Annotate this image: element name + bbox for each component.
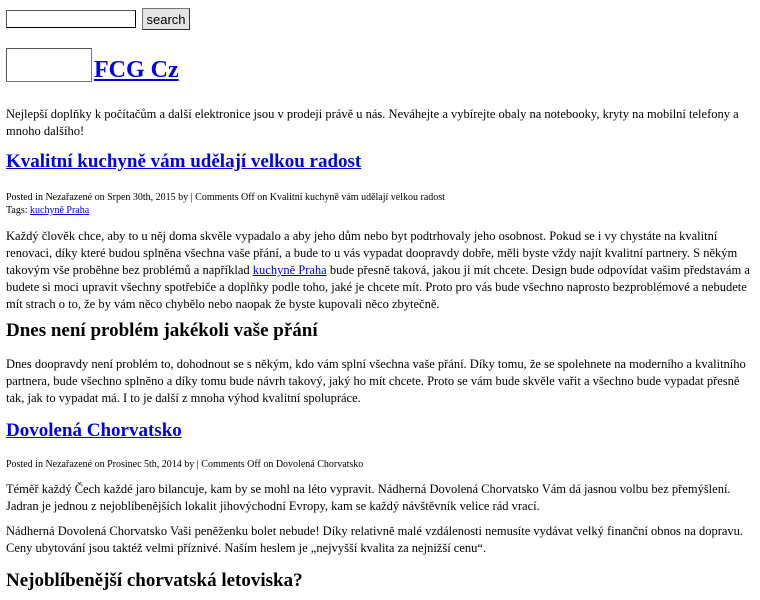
search-bar: [6, 8, 190, 30]
post-tags: [6, 204, 750, 217]
post-paragraph: [6, 228, 750, 313]
site-header: [6, 48, 179, 82]
post-subheading: Dnes není problém jakékoli vaše přání: [6, 320, 318, 341]
post-meta: Posted in Nezařazené on Prosinec 5th, 2014 by | Comments Off on Dovolená Chorvatsko: [6, 459, 364, 470]
paragraph-text: bude přesně taková, jakou ji mít chcete. Design bude odpovídat vašim představám a budete si moci upravit všechny spotřebiče a doplňky podle toho, jaké je chcete mít. Proto pro vás bude všechno naprosto bezproblémové a nebudete mít strach o to, že by vám něco chybělo nebo naopak že byste kupovali něco zbytečně.: [6, 263, 750, 311]
paragraph-text: Každý člověk chce, aby to u něj doma skvěle vypadalo a aby jeho dům nebo byt podtrhovaly jeho osobnost. Pokud se i vy chystáte na kvalitní renovaci, díky které budou splněna všechna vaše přání, a bude to u vás vypadat doopravdy dobře, měli byste vždy najít kvalitní partnery. S někým takovým vše proběhne bez problémů a například: [6, 229, 738, 277]
post-paragraph: Dnes doopravdy není problém to, dohodnout se s někým, kdo vám splní všechna vaše přání. Díky tomu, že se spolehnete na moderního a kvalitního partnera, bude všechno splněno a díky tomu bude návrh takový, jaký ho mít chcete. Proto se vám bude skvěle vařit a všechno bude vypadat přesně tak, jak to vypadat má. I to je další z mnoha výhod kvalitní spolupráce.: [6, 357, 746, 405]
site-title-link[interactable]: FCG Cz: [94, 57, 179, 83]
post-subheading: Nejoblíbenější chorvatská letoviska?: [6, 570, 303, 591]
post-title-link[interactable]: Dovolená Chorvatsko: [6, 420, 182, 441]
tag-link[interactable]: kuchyně Praha: [30, 205, 90, 216]
inline-link[interactable]: kuchyně Praha: [252, 263, 327, 277]
logo-image[interactable]: [6, 48, 92, 82]
site-tagline: Nejlepší doplňky k počítačům a další elektronice jsou v prodeji právě u nás. Neváhejte a vybírejte obaly na notebooky, kryty na mobilní telefony a mnoho dalšího!: [6, 107, 739, 138]
post-paragraph: Téměř každý Čech každé jaro bilancuje, kam by se mohl na léto vypravit. Nádherná Dovolená Chorvatsko Vám dá jasnou volbu bez přemýšlení. Jadran je jednou z nejoblíbenějších lokalit jihovýchodní Evropy, kam se každý návštěvník velice rád vrací.: [6, 482, 731, 513]
search-input[interactable]: [6, 10, 136, 28]
post-paragraph: Nádherná Dovolená Chorvatsko Vaši peněženku bolet nebude! Díky relativně malé vzdálenosti nemusíte vydávat velký finanční obnos na dopravu. Ceny ubytování jsou taktéž velmi příznivé. Naším heslem je „nejvyšší kvalita za nejnižší cenu“.: [6, 524, 744, 555]
tags-label: Tags:: [6, 205, 28, 216]
post-title-link[interactable]: Kvalitní kuchyně vám udělají velkou radost: [6, 151, 362, 172]
search-button[interactable]: search: [142, 8, 190, 30]
post-meta: Posted in Nezařazené on Srpen 30th, 2015 by | Comments Off on Kvalitní kuchyně vám udělají velkou radost: [6, 192, 445, 203]
